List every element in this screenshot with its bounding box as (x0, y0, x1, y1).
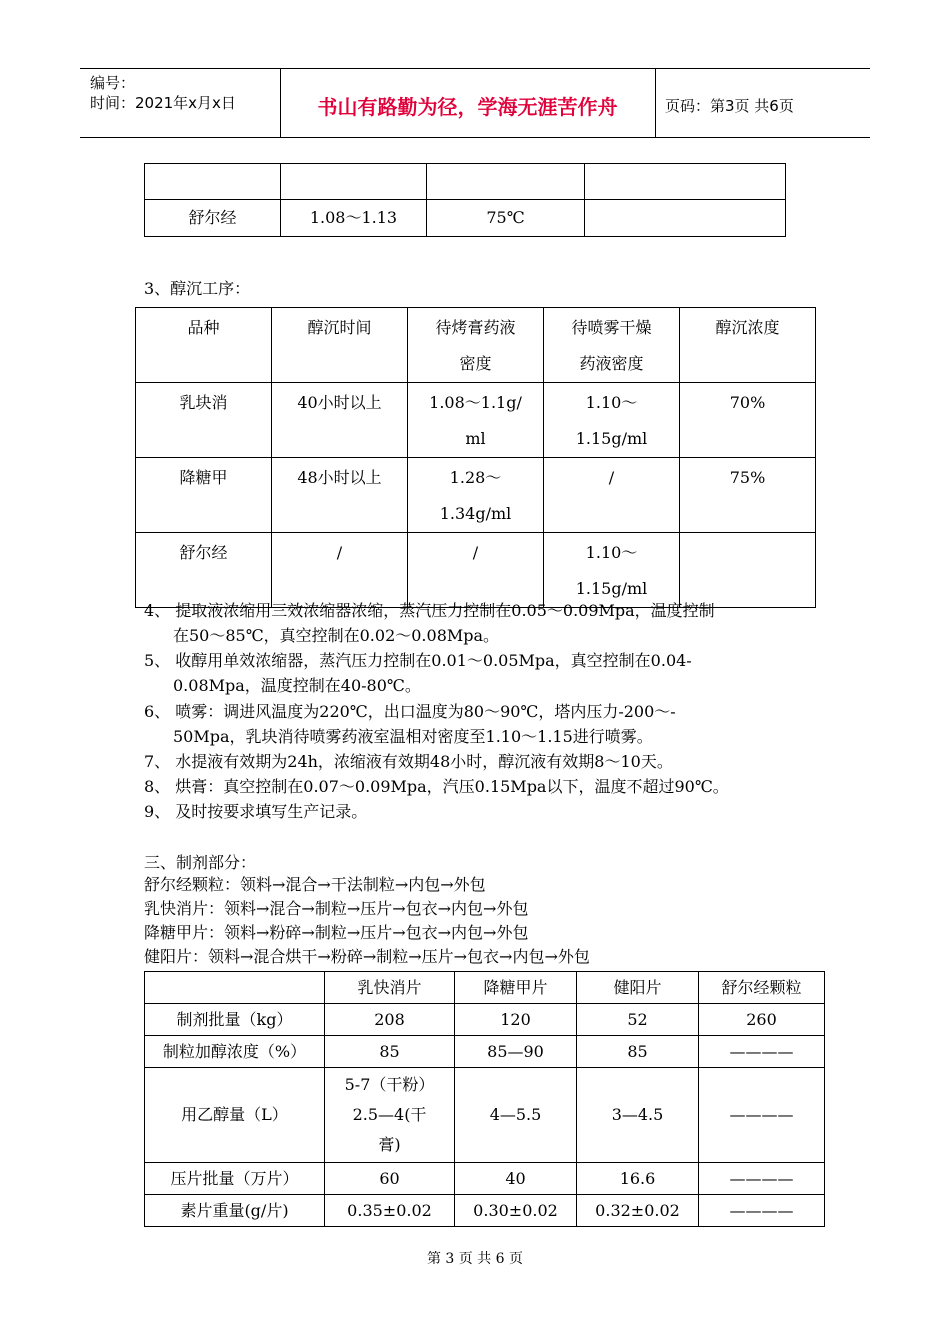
table-cell (427, 164, 585, 200)
table-cell: 醇沉浓度 (680, 308, 816, 383)
extraction-table-continued (144, 163, 786, 237)
table-cell: 16.6 (577, 1163, 699, 1195)
table-row (136, 533, 816, 608)
table-cell (145, 164, 281, 200)
table-cell: 1.28～ 1.34g/ml (408, 458, 544, 533)
table-cell: / (272, 533, 408, 608)
table-cell: 素片重量(g/片) (145, 1195, 325, 1227)
table-cell: 乳块消 (136, 383, 272, 458)
header-left (90, 73, 236, 113)
table-cell: ———— (699, 1036, 825, 1068)
table-cell: 0.30±0.02 (455, 1195, 577, 1227)
table-cell: 待烤膏药液 密度 (408, 308, 544, 383)
page-footer: 第 3 页 共 6 页 (426, 1251, 524, 1267)
table-cell: 1.10～ 1.15g/ml (544, 383, 680, 458)
table-cell (281, 164, 427, 200)
item-text: 7、 水提液有效期为24h，浓缩液有效期48小时，醇沉液有效期8～10天。 (144, 752, 673, 771)
item-text-continued: 在50～85℃，真空控制在0.02～0.08Mpa。 (173, 626, 500, 645)
header-motto: 书山有路勤为径，学海无涯苦作舟 (317, 95, 618, 119)
table-cell: 40小时以上 (272, 383, 408, 458)
table-cell: 品种 (136, 308, 272, 383)
item-text: 5、 收醇用单效浓缩器，蒸汽压力控制在0.01～0.05Mpa，真空控制在0.04- (144, 651, 692, 670)
table-cell: 降糖甲片 (455, 972, 577, 1004)
table-cell: / (408, 533, 544, 608)
table-cell: 舒尔经 (145, 200, 281, 237)
process-flow-line: 健阳片：领料→混合烘干→粉碎→制粒→压片→包衣→内包→外包 (144, 947, 590, 966)
table-row (145, 1163, 825, 1195)
table-cell: 用乙醇量（L） (145, 1068, 325, 1163)
process-item (144, 774, 824, 799)
table-cell: 1.08～1.13 (281, 200, 427, 237)
table-cell: 260 (699, 1004, 825, 1036)
table-row (145, 1004, 825, 1036)
table-row (145, 1036, 825, 1068)
table-cell: 醇沉时间 (272, 308, 408, 383)
item-text: 8、 烘膏：真空控制在0.07～0.09Mpa，汽压0.15Mpa以下，温度不超过90℃。 (144, 777, 729, 796)
item-text-continued: 50Mpa，乳块消待喷雾药液室温相对密度至1.10～1.15进行喷雾。 (173, 727, 653, 746)
number-label: 编号： (90, 74, 136, 92)
section-three-title: 三、制剂部分： (144, 853, 257, 872)
table-cell: 60 (325, 1163, 455, 1195)
alcohol-precipitation-table (135, 307, 816, 608)
process-item (144, 598, 824, 648)
item-text: 4、 提取液浓缩用三效浓缩器浓缩，蒸汽压力控制在0.05～0.09Mpa，温度控制 (144, 601, 715, 620)
table-row (145, 1195, 825, 1227)
table-cell (145, 972, 325, 1004)
table-cell: 乳快消片 (325, 972, 455, 1004)
table-row (136, 383, 816, 458)
table-cell: 1.08～1.1g/ ml (408, 383, 544, 458)
table-cell (680, 533, 816, 608)
table-row (136, 308, 816, 383)
process-flow-line: 舒尔经颗粒：领料→混合→干法制粒→内包→外包 (144, 875, 486, 894)
table-cell: ———— (699, 1163, 825, 1195)
table-cell: 制剂批量（kg） (145, 1004, 325, 1036)
table-cell: 52 (577, 1004, 699, 1036)
time-label: 时间：2021年x月x日 (90, 94, 236, 112)
table-cell: 208 (325, 1004, 455, 1036)
page-header (80, 68, 870, 138)
item-text-continued: 0.08Mpa，温度控制在40-80℃。 (173, 676, 421, 695)
table-row (145, 972, 825, 1004)
process-flow-line: 乳快消片：领料→混合→制粒→压片→包衣→内包→外包 (144, 899, 529, 918)
formulation-table (144, 971, 825, 1227)
table-row (145, 1068, 825, 1163)
header-divider (655, 69, 656, 137)
process-item (144, 799, 824, 824)
table-cell: 0.35±0.02 (325, 1195, 455, 1227)
table-cell: 85 (325, 1036, 455, 1068)
table-cell: 3—4.5 (577, 1068, 699, 1163)
process-item (144, 699, 824, 749)
table-cell: ———— (699, 1068, 825, 1163)
item-text: 9、 及时按要求填写生产记录。 (144, 802, 368, 821)
table-cell: 85 (577, 1036, 699, 1068)
header-page-info: 页码：第3页 共6页 (665, 97, 794, 115)
table-cell: 0.32±0.02 (577, 1195, 699, 1227)
table-cell: 70% (680, 383, 816, 458)
table-cell: 制粒加醇浓度（%） (145, 1036, 325, 1068)
process-flow-line: 降糖甲片：领料→粉碎→制粒→压片→包衣→内包→外包 (144, 923, 529, 942)
table-cell (585, 164, 786, 200)
table-cell: 48小时以上 (272, 458, 408, 533)
table-row (136, 458, 816, 533)
table-cell: 舒尔经颗粒 (699, 972, 825, 1004)
table-cell: 舒尔经 (136, 533, 272, 608)
item-text: 6、 喷雾：调进风温度为220℃，出口温度为80～90℃，塔内压力-200～- (144, 702, 676, 721)
table-cell: 4—5.5 (455, 1068, 577, 1163)
section-3-title: 3、醇沉工序： (144, 279, 251, 298)
table-cell (585, 200, 786, 237)
table-cell: 健阳片 (577, 972, 699, 1004)
table-cell: 40 (455, 1163, 577, 1195)
table-cell: 85—90 (455, 1036, 577, 1068)
table-cell: ———— (699, 1195, 825, 1227)
table-row (145, 164, 786, 200)
table-cell: 1.10～ 1.15g/ml (544, 533, 680, 608)
table-row (145, 200, 786, 237)
process-item (144, 648, 824, 698)
table-cell: 75℃ (427, 200, 585, 237)
table-cell: 5-7（干粉） 2.5—4(干 膏) (325, 1068, 455, 1163)
table-cell: 120 (455, 1004, 577, 1036)
table-cell: 压片批量（万片） (145, 1163, 325, 1195)
table-cell: / (544, 458, 680, 533)
process-item (144, 749, 824, 774)
table-cell: 待喷雾干燥 药液密度 (544, 308, 680, 383)
table-cell: 降糖甲 (136, 458, 272, 533)
table-cell: 75% (680, 458, 816, 533)
